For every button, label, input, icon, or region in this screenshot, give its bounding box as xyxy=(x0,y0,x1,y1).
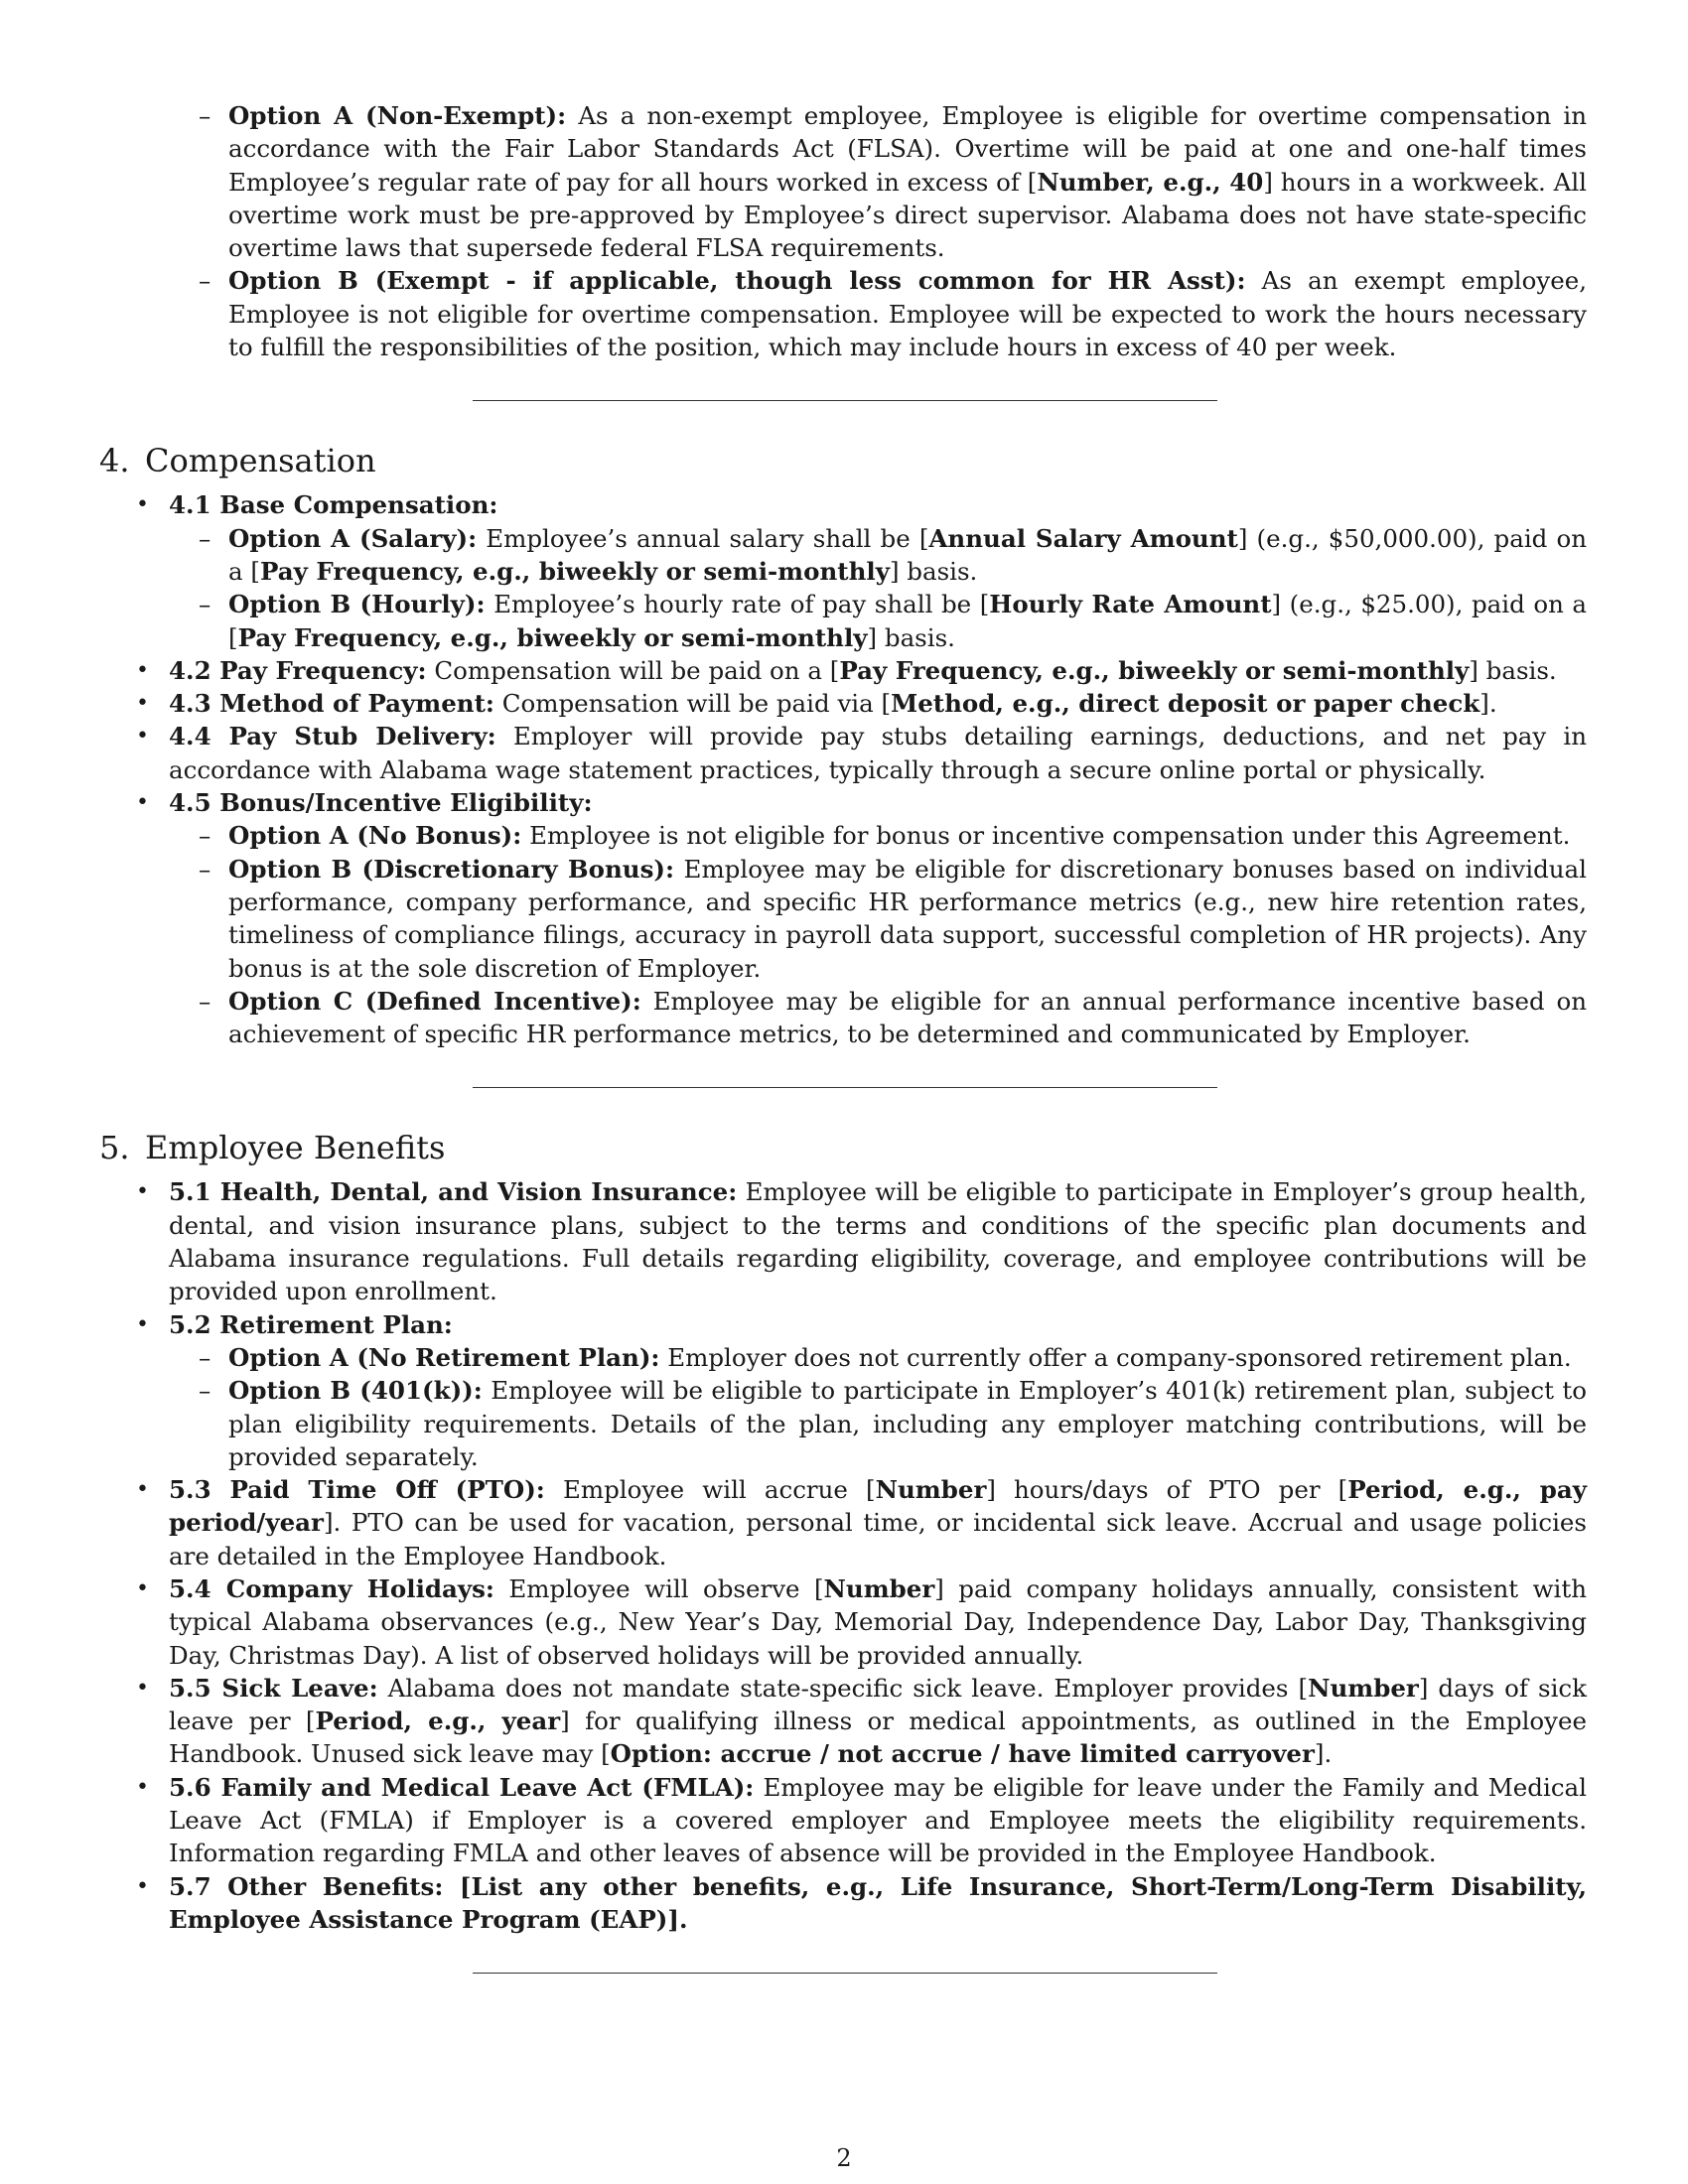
benefits-list xyxy=(99,1175,1587,1936)
retirement-options xyxy=(169,1341,1587,1473)
item-label: 4.5 Bonus/Incentive Eligibility: xyxy=(169,788,593,818)
list-item: – Option B (Hourly): Employee’s hourly rate of pay shall be [Hourly Rate Amount] (e.g., $25.00), paid on a [Pay Frequency, e.g., biweekly or semi-monthly] basis. xyxy=(228,588,1587,654)
placeholder: Pay Frequency, e.g., biweekly or semi-monthly xyxy=(237,622,868,652)
list-item: • 4.4 Pay Stub Delivery: Employer will provide pay stubs detailing earnings, deductions, and net pay in accordance with Alabama wage statement practices, typically through a secure online portal or physically. xyxy=(169,720,1587,786)
compensation-list xyxy=(99,488,1587,1050)
option-label: Option B (Hourly): xyxy=(228,590,486,619)
placeholder: Pay Frequency, e.g., biweekly or semi-monthly xyxy=(839,655,1470,685)
placeholder: Number, e.g., 40 xyxy=(1037,167,1264,197)
section-divider xyxy=(473,1087,1217,1088)
section-heading-employee-benefits: 5. Employee Benefits xyxy=(99,1129,446,1167)
item-label: 4.4 Pay Stub Delivery: xyxy=(169,722,496,751)
list-item: – Option C (Defined Incentive): Employee may be eligible for an annual performance incentive based on achievement of specific HR performance metrics, to be determined and communicated by Employer. xyxy=(228,985,1587,1051)
item-label: 4.3 Method of Payment: xyxy=(169,689,494,719)
list-item: • 5.6 Family and Medical Leave Act (FMLA): Employee may be eligible for leave under the Family and Medical Leave Act (FMLA) if Employer is a covered employer and Employee meets the eligibility requirements. Information regarding FMLA and other leaves of absence will be provided in the Employee Handbook. xyxy=(169,1771,1587,1870)
list-item xyxy=(169,786,1587,1050)
placeholder: Period, e.g., pay period/year xyxy=(169,1475,1588,1538)
section-divider xyxy=(473,400,1217,401)
item-label: 4.2 Pay Frequency: xyxy=(169,655,427,685)
list-item: – Option A (No Bonus): Employee is not eligible for bonus or incentive compensation under this Agreement. xyxy=(228,819,1587,852)
item-label: 5.7 Other Benefits: xyxy=(169,1871,444,1901)
option-label: Option B (Discretionary Bonus): xyxy=(228,854,675,884)
list-item: • 5.7 Other Benefits: [List any other benefits, e.g., Life Insurance, Short-Term/Long-Term Disability, Employee Assistance Program (EAP)]. xyxy=(169,1870,1587,1937)
placeholder: Number xyxy=(875,1475,987,1505)
placeholder: Number xyxy=(823,1573,935,1603)
option-label: Option A (Salary): xyxy=(228,523,478,553)
item-label: 5.1 Health, Dental, and Vision Insurance: xyxy=(169,1177,738,1207)
list-item: • 4.2 Pay Frequency: Compensation will be paid on a [Pay Frequency, e.g., biweekly or semi-monthly] basis. xyxy=(169,654,1587,687)
list-item xyxy=(169,488,1587,653)
option-label: Option A (Non-Exempt): xyxy=(228,101,567,130)
placeholder: Hourly Rate Amount xyxy=(989,590,1272,619)
list-item: – Option B (Exempt - if applicable, though less common for HR Asst): As an exempt employee, Employee is not eligible for overtime compensation. Employee will be expected to work the hours necessary to fulfill the responsibilities of the position, which may include hours in excess of 40 per week. xyxy=(228,264,1587,363)
item-label: 5.2 Retirement Plan: xyxy=(169,1309,453,1339)
bonus-options xyxy=(169,819,1587,1050)
overtime-options xyxy=(99,99,1587,363)
option-label: Option A (No Retirement Plan): xyxy=(228,1342,660,1372)
placeholder: Annual Salary Amount xyxy=(928,523,1238,553)
placeholder: Period, e.g., year xyxy=(315,1706,561,1736)
option-label: Option B (Exempt - if applicable, though less common for HR Asst): xyxy=(228,266,1246,296)
section-divider xyxy=(473,1973,1217,1974)
item-label: 5.6 Family and Medical Leave Act (FMLA): xyxy=(169,1772,755,1802)
option-label: Option C (Defined Incentive): xyxy=(228,986,641,1016)
list-item: – Option A (Non-Exempt): As a non-exempt employee, Employee is eligible for overtime compensation in accordance with the Fair Labor Standards Act (FLSA). Overtime will be paid at one and one-half times Employee’s regular rate of pay for all hours worked in excess of [Number, e.g., 40] hours in a workweek. All overtime work must be pre-approved by Employee’s direct supervisor. Alabama does not have state-specific overtime laws that supersede federal FLSA requirements. xyxy=(228,99,1587,264)
list-item: • 5.4 Company Holidays: Employee will observe [Number] paid company holidays annually, consistent with typical Alabama observances (e.g., New Year’s Day, Memorial Day, Independence Day, Labor Day, Thanksgiving Day, Christmas Day). A list of observed holidays will be provided annually. xyxy=(169,1572,1587,1672)
placeholder: Number xyxy=(1308,1673,1419,1703)
list-item: – Option B (401(k)): Employee will be eligible to participate in Employer’s 401(k) retirement plan, subject to plan eligibility requirements. Details of the plan, including any employer matching contributions, will be provided separately. xyxy=(228,1374,1587,1473)
list-item xyxy=(169,1308,1587,1473)
list-item: – Option A (No Retirement Plan): Employer does not currently offer a company-sponsored retirement plan. xyxy=(228,1341,1587,1374)
item-label: 5.5 Sick Leave: xyxy=(169,1673,378,1703)
placeholder: Option: accrue / not accrue / have limited carryover xyxy=(610,1739,1315,1769)
list-item: – Option B (Discretionary Bonus): Employee may be eligible for discretionary bonuses based on individual performance, company performance, and specific HR performance metrics (e.g., new hire retention rates, timeliness of compliance filings, accuracy in payroll data support, successful completion of HR projects). Any bonus is at the sole discretion of Employer. xyxy=(228,853,1587,985)
section-heading-compensation: 4. Compensation xyxy=(99,442,376,480)
item-label: 5.4 Company Holidays: xyxy=(169,1573,494,1603)
base-compensation-options xyxy=(169,522,1587,654)
item-label: 4.1 Base Compensation: xyxy=(169,490,498,520)
list-item: • 5.3 Paid Time Off (PTO): Employee will accrue [Number] hours/days of PTO per [Period, e.g., pay period/year]. PTO can be used for vacation, personal time, or incidental sick leave. Accrual and usage policies are detailed in the Employee Handbook. xyxy=(169,1473,1587,1572)
list-item: – Option A (Salary): Employee’s annual salary shall be [Annual Salary Amount] (e.g., $50,000.00), paid on a [Pay Frequency, e.g., biweekly or semi-monthly] basis. xyxy=(228,522,1587,589)
option-label: Option B (401(k)): xyxy=(228,1376,483,1406)
list-item: • 4.3 Method of Payment: Compensation will be paid via [Method, e.g., direct deposit or paper check]. xyxy=(169,687,1587,720)
page-content xyxy=(99,99,1587,1974)
page-number: 2 xyxy=(836,2144,852,2172)
item-label: 5.3 Paid Time Off (PTO): xyxy=(169,1475,545,1505)
list-item: • 5.5 Sick Leave: Alabama does not mandate state-specific sick leave. Employer provides [Number] days of sick leave per [Period, e.g., year] for qualifying illness or medical appointments, as outlined in the Employee Handbook. Unused sick leave may [Option: accrue / not accrue / have limited carryover]. xyxy=(169,1672,1587,1771)
placeholder: Pay Frequency, e.g., biweekly or semi-monthly xyxy=(259,556,890,586)
option-label: Option A (No Bonus): xyxy=(228,821,522,851)
placeholder: List any other benefits, e.g., Life Insurance, Short-Term/Long-Term Disability, Employee Assistance Program (EAP) xyxy=(169,1871,1588,1934)
placeholder: Method, e.g., direct deposit or paper check xyxy=(891,689,1480,719)
list-item: • 5.1 Health, Dental, and Vision Insurance: Employee will be eligible to participate in Employer’s group health, dental, and vision insurance plans, subject to the terms and conditions of the specific plan documents and Alabama insurance regulations. Full details regarding eligibility, coverage, and employee contributions will be provided upon enrollment. xyxy=(169,1175,1587,1307)
